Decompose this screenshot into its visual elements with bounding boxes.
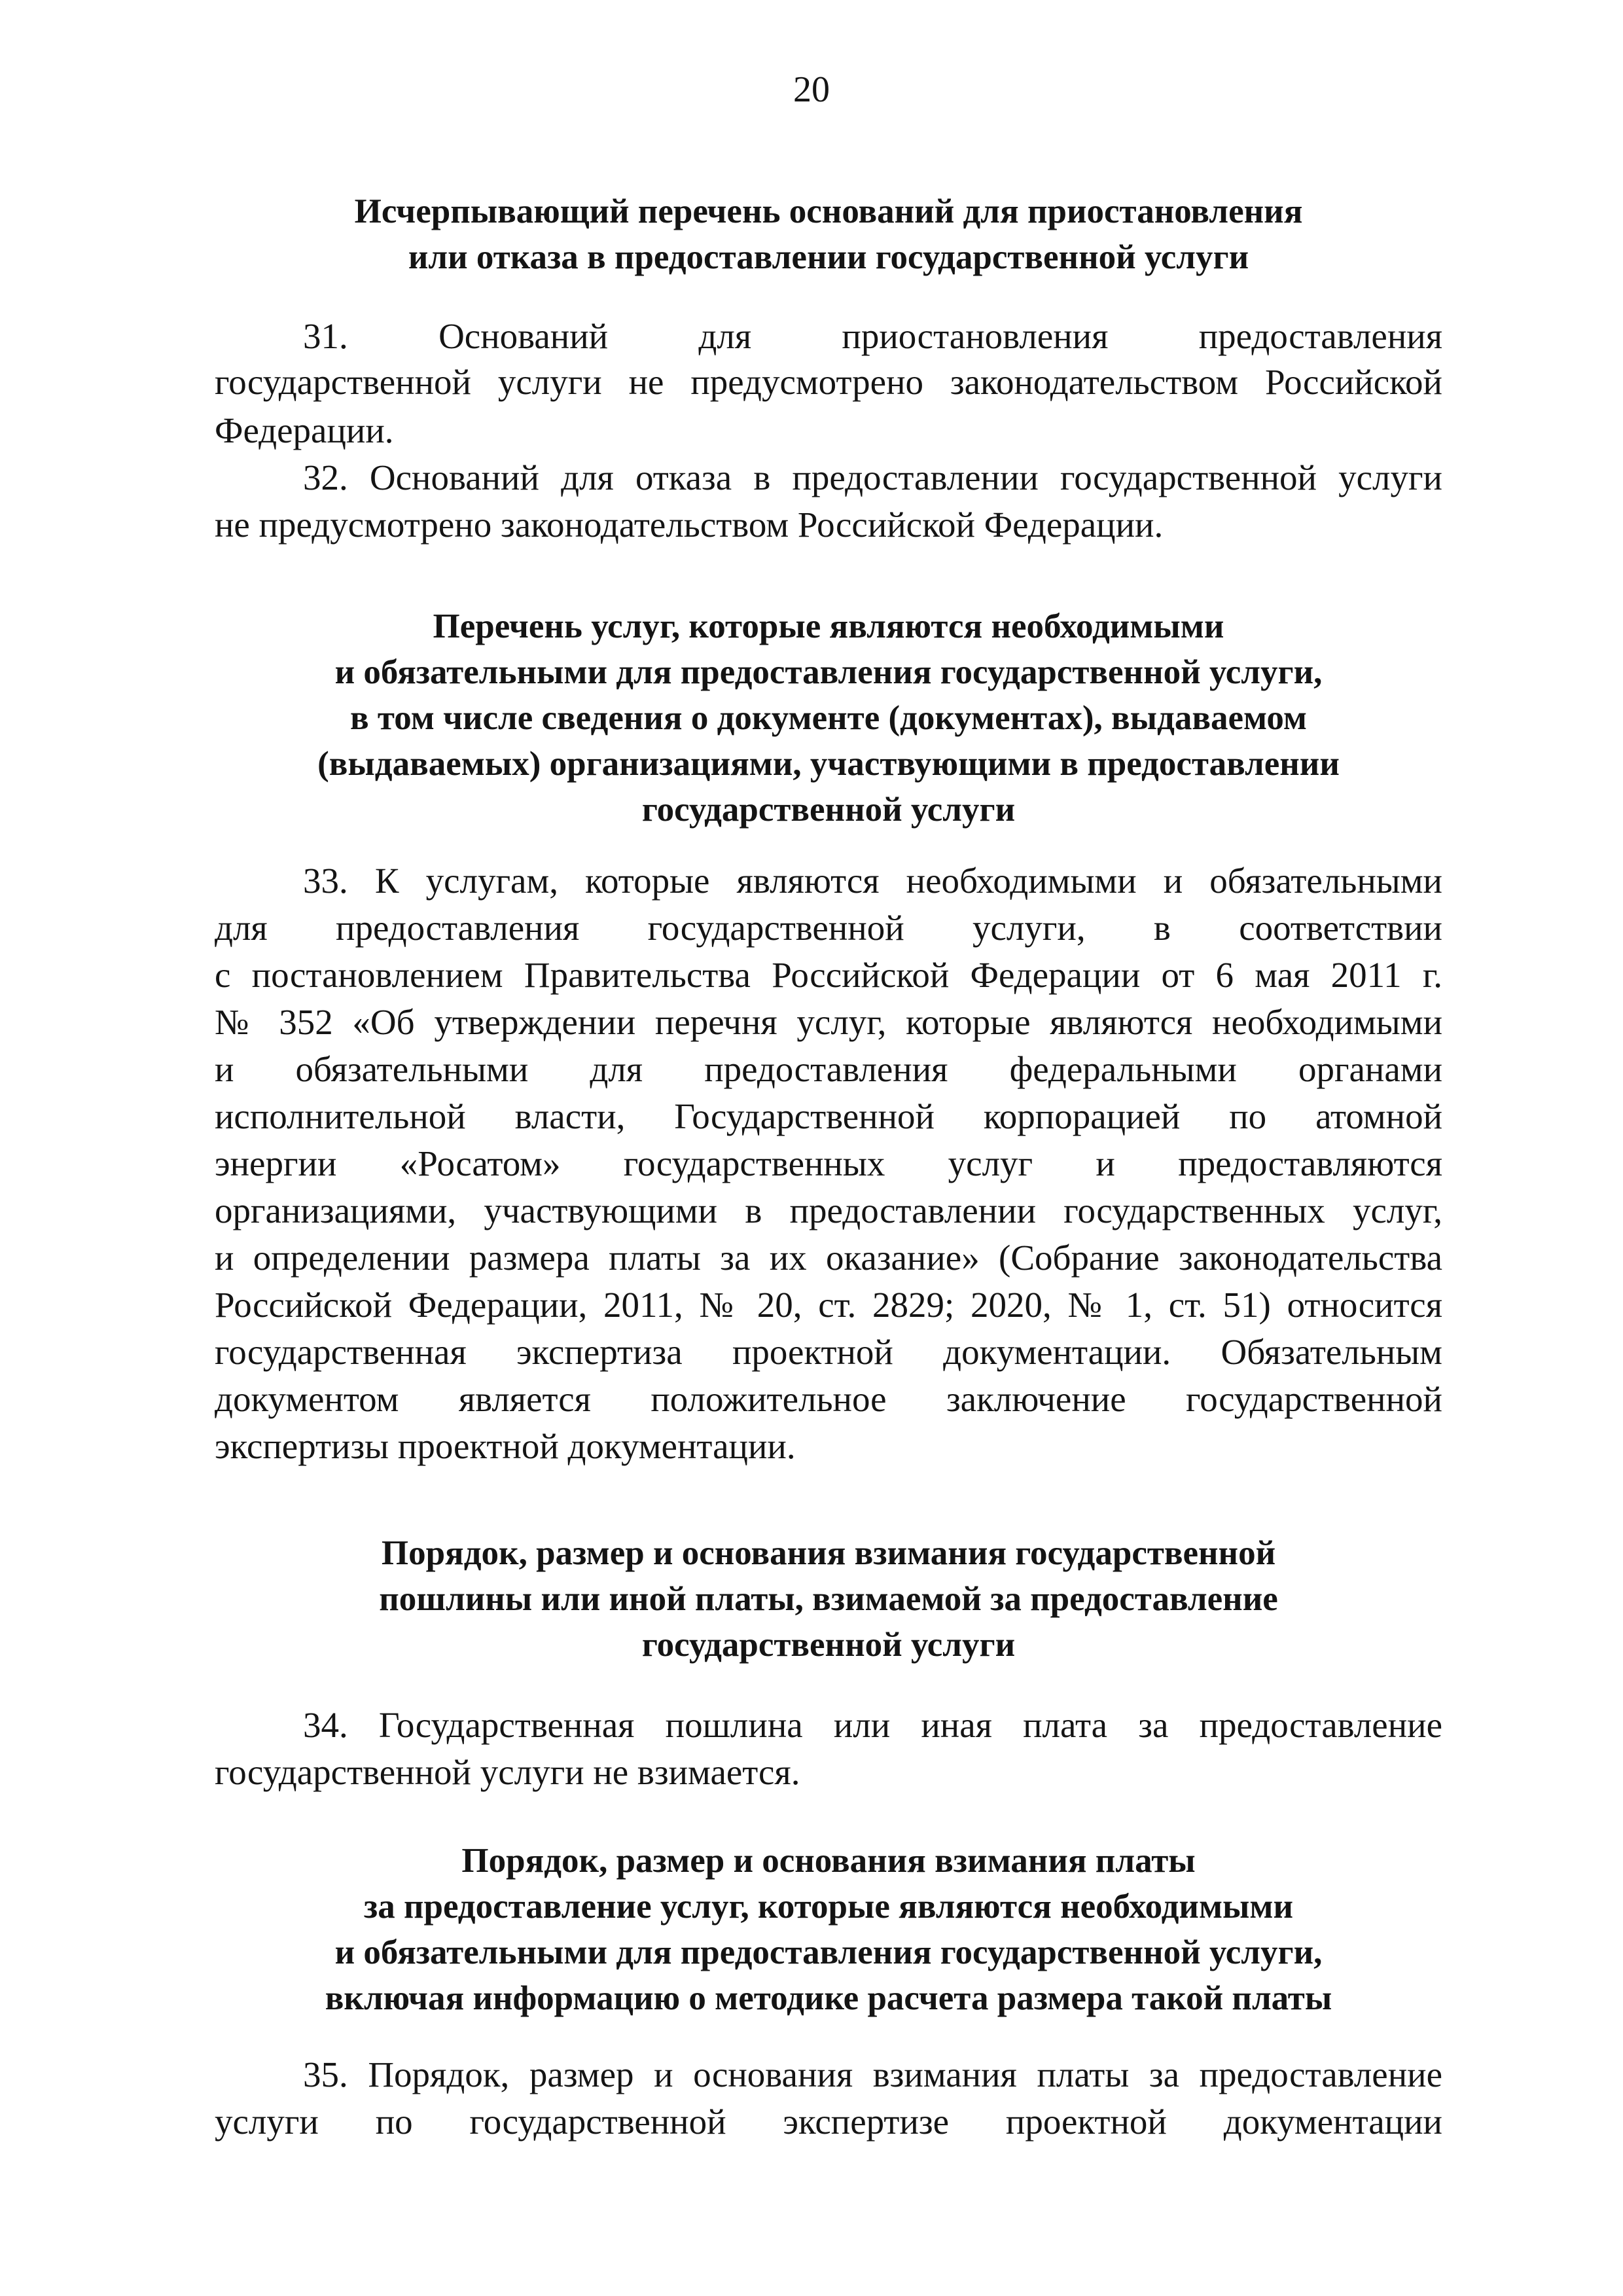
heading-line: пошлины или иной платы, взимаемой за предоставление <box>379 1580 1278 1618</box>
text-line: и обязательными для предоставления федеральными органами <box>215 1049 1442 1089</box>
heading-line: в том числе сведения о документе (документах), выдаваемом <box>350 699 1307 737</box>
text-line: и определении размера платы за их оказание» (Собрание законодательства <box>215 1238 1442 1278</box>
text-line: № 352 «Об утверждении перечня услуг, которые являются необходимыми <box>215 1002 1442 1042</box>
text-line: организациями, участвующими в предоставлении государственных услуг, <box>215 1191 1442 1230</box>
text-line: с постановлением Правительства Российской Федерации от 6 мая 2011 г. <box>215 955 1442 995</box>
text-line: 35. Порядок, размер и основания взимания платы за предоставление <box>303 2054 1442 2094</box>
heading-line: и обязательными для предоставления государственной услуги, <box>334 653 1323 691</box>
heading-line: включая информацию о методике расчета размера такой платы <box>325 1979 1332 2017</box>
section-heading-required-services <box>215 603 1442 833</box>
text-line: услуги по государственной экспертизе проектной документации <box>215 2102 1442 2142</box>
section-heading-grounds <box>215 188 1442 280</box>
text-line: 31. Оснований для приостановления предоставления <box>303 316 1442 356</box>
text-line: экспертизы проектной документации. <box>215 1426 796 1466</box>
heading-line: или отказа в предоставлении государственной услуги <box>408 238 1249 276</box>
heading-line: Перечень услуг, которые являются необходимыми <box>433 607 1224 645</box>
heading-line: государственной услуги <box>641 791 1016 829</box>
heading-line: (выдаваемых) организациями, участвующими в предоставлении <box>317 745 1340 783</box>
heading-line: Исчерпывающий перечень оснований для приостановления <box>354 192 1303 230</box>
text-line: исполнительной власти, Государственной корпорацией по атомной <box>215 1096 1442 1136</box>
text-line: энергии «Росатом» государственных услуг и предоставляются <box>215 1143 1442 1183</box>
text-line: 33. К услугам, которые являются необходимыми и обязательными <box>303 861 1442 901</box>
text-line: документом является положительное заключение государственной <box>215 1379 1442 1419</box>
heading-line: и обязательными для предоставления государственной услуги, <box>334 1933 1323 1971</box>
text-line: для предоставления государственной услуги, в соответствии <box>215 908 1442 948</box>
text-line: Федерации. <box>215 410 394 450</box>
heading-line: государственной услуги <box>641 1626 1016 1664</box>
page-number: 20 <box>793 69 830 110</box>
heading-line: Порядок, размер и основания взимания платы <box>461 1842 1196 1880</box>
text-line: не предусмотрено законодательством Российской Федерации. <box>215 505 1164 545</box>
text-line: государственная экспертиза проектной документации. Обязательным <box>215 1332 1442 1372</box>
heading-line: Порядок, размер и основания взимания государственной <box>381 1534 1276 1572</box>
section-heading-state-fee <box>215 1530 1442 1668</box>
text-line: государственной услуги не предусмотрено законодательством Российской <box>215 362 1442 402</box>
text-line: 32. Оснований для отказа в предоставлении государственной услуги <box>303 457 1442 497</box>
text-line: 34. Государственная пошлина или иная плата за предоставление <box>303 1705 1442 1745</box>
section-heading-service-fee <box>215 1838 1442 2021</box>
text-line: Российской Федерации, 2011, № 20, ст. 2829; 2020, № 1, ст. 51) относится <box>215 1285 1442 1325</box>
heading-line: за предоставление услуг, которые являются необходимыми <box>363 1888 1294 1926</box>
text-line: государственной услуги не взимается. <box>215 1752 800 1792</box>
